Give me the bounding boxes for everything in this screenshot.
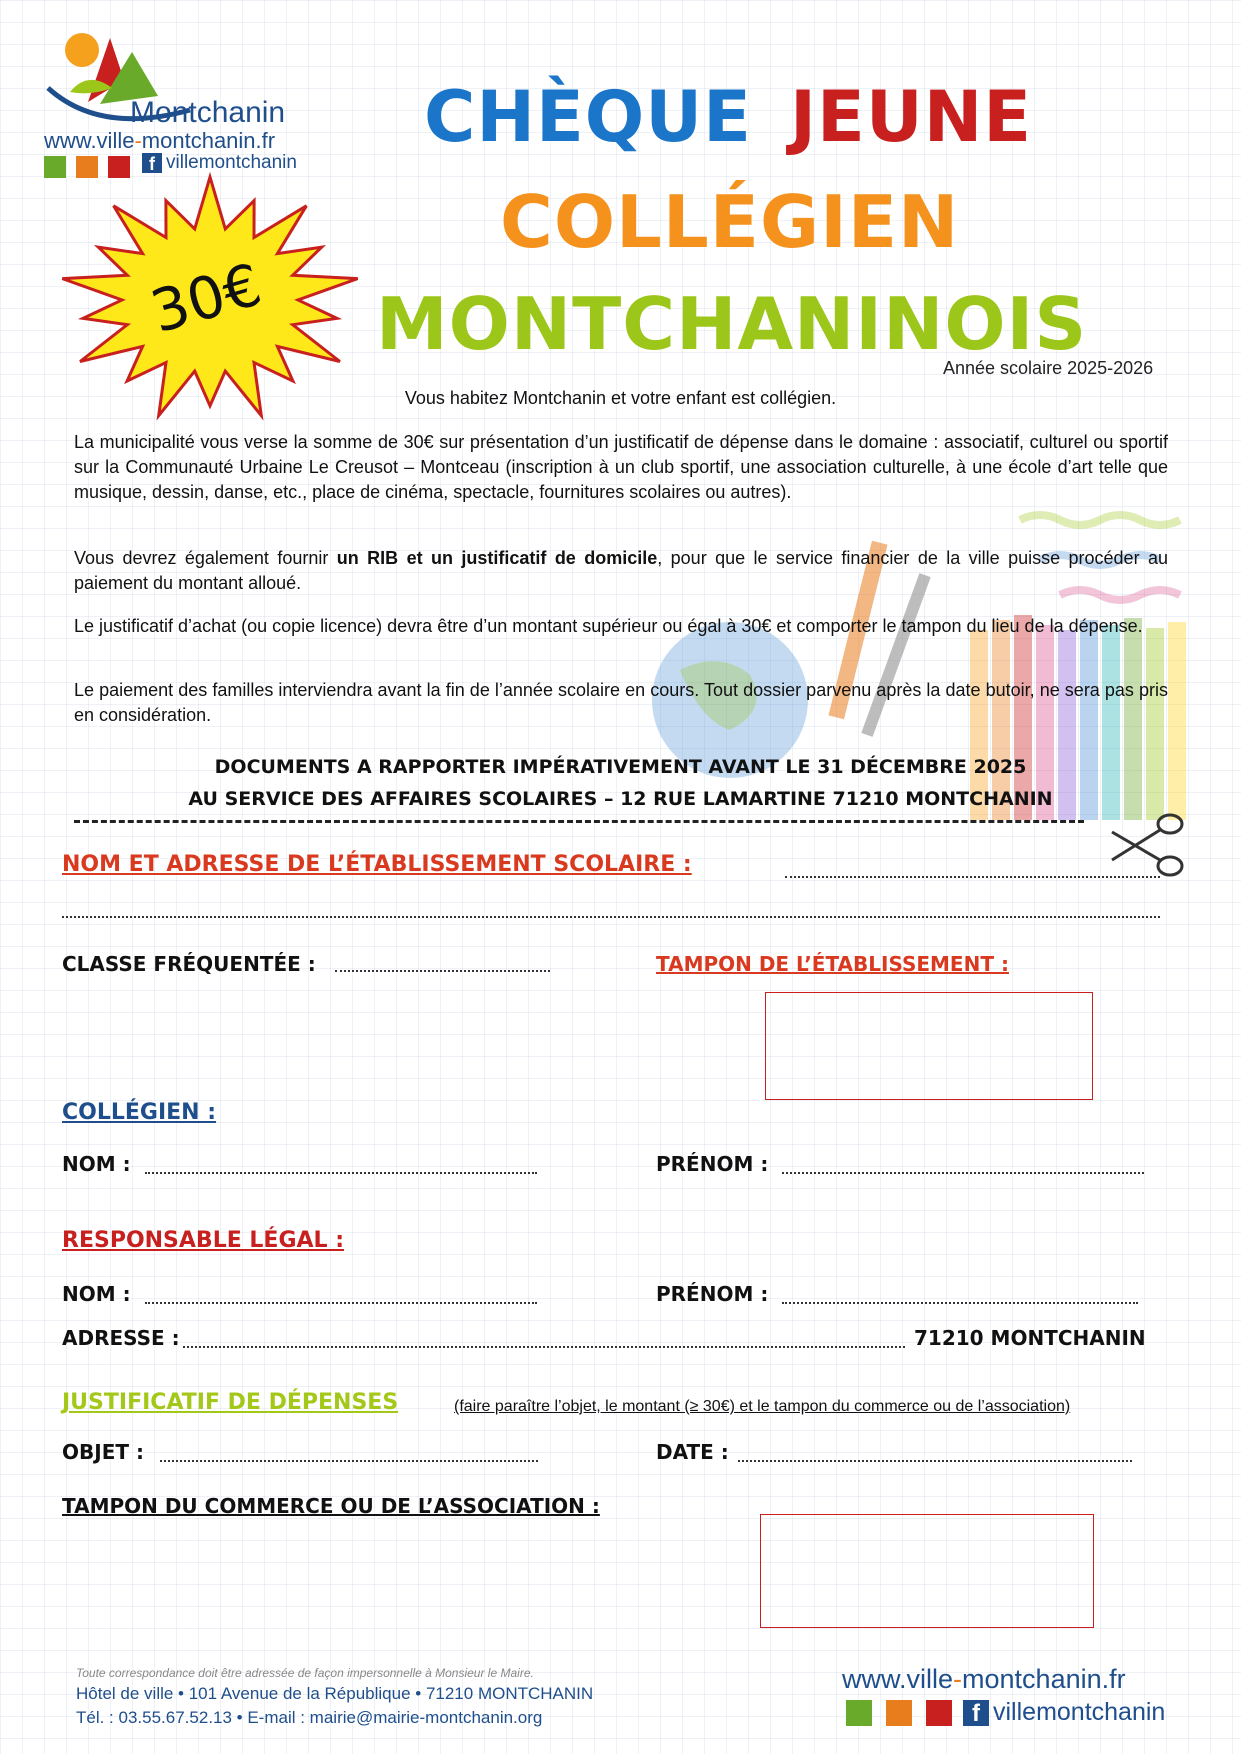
guardian-section-label: RESPONSABLE LÉGAL : [62,1228,345,1253]
expense-proof-label: JUSTIFICATIF DE DÉPENSES [62,1390,399,1415]
guardian-firstname-field[interactable] [782,1302,1138,1304]
scissors-icon [1108,810,1188,880]
expense-object-field[interactable] [160,1460,538,1462]
title-collegien: COLLÉGIEN [500,180,960,264]
student-firstname-label: PRÉNOM : [656,1152,769,1176]
deadline-notice: DOCUMENTS A RAPPORTER IMPÉRATIVEMENT AVANT LE 31 DÉCEMBRE 2025 [214,756,1027,778]
guardian-address-label: ADRESSE : [62,1326,180,1350]
school-year: Année scolaire 2025-2026 [943,358,1154,378]
footer-address: Hôtel de ville • 101 Avenue de la République • 71210 MONTCHANIN [76,1684,594,1703]
facebook-icon: f [142,153,162,173]
school-name-field[interactable] [785,876,1160,878]
facebook-icon: f [963,1700,989,1726]
guardian-address-field[interactable] [183,1346,905,1348]
title-cheque: CHÈQUE [424,76,752,158]
shop-stamp-label: TAMPON DU COMMERCE OU DE L’ASSOCIATION : [62,1494,600,1518]
cut-line [74,820,1084,823]
title-jeune: JEUNE [790,76,1033,158]
paragraph-payment: Le paiement des familles interviendra avant la fin de l’année scolaire en cours. Tout dossier parvenu après la date butoir, ne sera pas pris en considération. [74,680,1168,725]
footer-website: www.ville-montchanin.fr [842,1664,1126,1694]
student-section-label: COLLÉGIEN : [62,1100,217,1125]
expense-date-field[interactable] [738,1460,1132,1462]
guardian-lastname-field[interactable] [145,1302,537,1304]
service-address-notice: AU SERVICE DES AFFAIRES SCOLAIRES – 12 RUE LAMARTINE 71210 MONTCHANIN [188,788,1053,810]
expense-proof-note: (faire paraître l’objet, le montant (≥ 30€) et le tampon du commerce ou de l’association) [454,1398,1071,1415]
school-name-address-label: NOM ET ADRESSE DE L’ÉTABLISSEMENT SCOLAIRE : [62,852,692,877]
class-label: CLASSE FRÉQUENTÉE : [62,952,316,976]
footer-squares [846,1700,952,1726]
class-field[interactable] [335,970,550,972]
expense-object-label: OBJET : [62,1440,144,1464]
guardian-firstname-label: PRÉNOM : [656,1282,769,1306]
footer-contact: Tél. : 03.55.67.52.13 • E-mail : mairie@mairie-montchanin.org [76,1708,543,1727]
green-square [846,1700,872,1726]
logo-facebook: f villemontchanin [142,152,297,174]
footer-facebook: f villemontchanin [963,1698,1165,1727]
guardian-lastname-label: NOM : [62,1282,131,1306]
paragraph-documents: Vous devrez également fournir un RIB et un justificatif de domicile, pour que le service financier de la ville puisse procéder au paiement du montant alloué. [74,548,1168,593]
logo-name: Montchanin [130,96,286,129]
footer-note: Toute correspondance doit être adressée de façon impersonnelle à Monsieur le Maire. [76,1666,534,1680]
title-montchaninois: MONTCHANINOIS [376,282,1088,366]
expense-date-label: DATE : [656,1440,729,1464]
guardian-city: 71210 MONTCHANIN [914,1326,1146,1350]
shop-stamp-box[interactable] [760,1514,1094,1628]
red-square [926,1700,952,1726]
orange-square [886,1700,912,1726]
student-firstname-field[interactable] [782,1172,1144,1174]
paragraph-amount: La municipalité vous verse la somme de 30€ sur présentation d’un justificatif de dépense dans le domaine : associatif, culturel ou sportif sur la Communauté Urbaine Le Creusot – Montceau (inscription à un club sportif, une association culturelle, à une école d’art telle que musique, dessin, danse, etc., place de cinéma, spectacle, fournitures scolaires ou autres). [74,432,1168,502]
price-amount: 30€ [143,250,269,347]
logo-url: www.ville-montchanin.fr [44,128,276,153]
school-address-field[interactable] [62,916,1160,918]
student-lastname-label: NOM : [62,1152,131,1176]
paragraph-receipt: Le justificatif d’achat (ou copie licence) devra être d’un montant supérieur ou égal à 30€ et comporter le tampon du lieu de la dépense. [74,616,1143,636]
student-lastname-field[interactable] [145,1172,537,1174]
intro-text: Vous habitez Montchanin et votre enfant est collégien. [404,388,837,408]
school-stamp-box[interactable] [765,992,1093,1100]
school-stamp-label: TAMPON DE L’ÉTABLISSEMENT : [656,952,1009,976]
